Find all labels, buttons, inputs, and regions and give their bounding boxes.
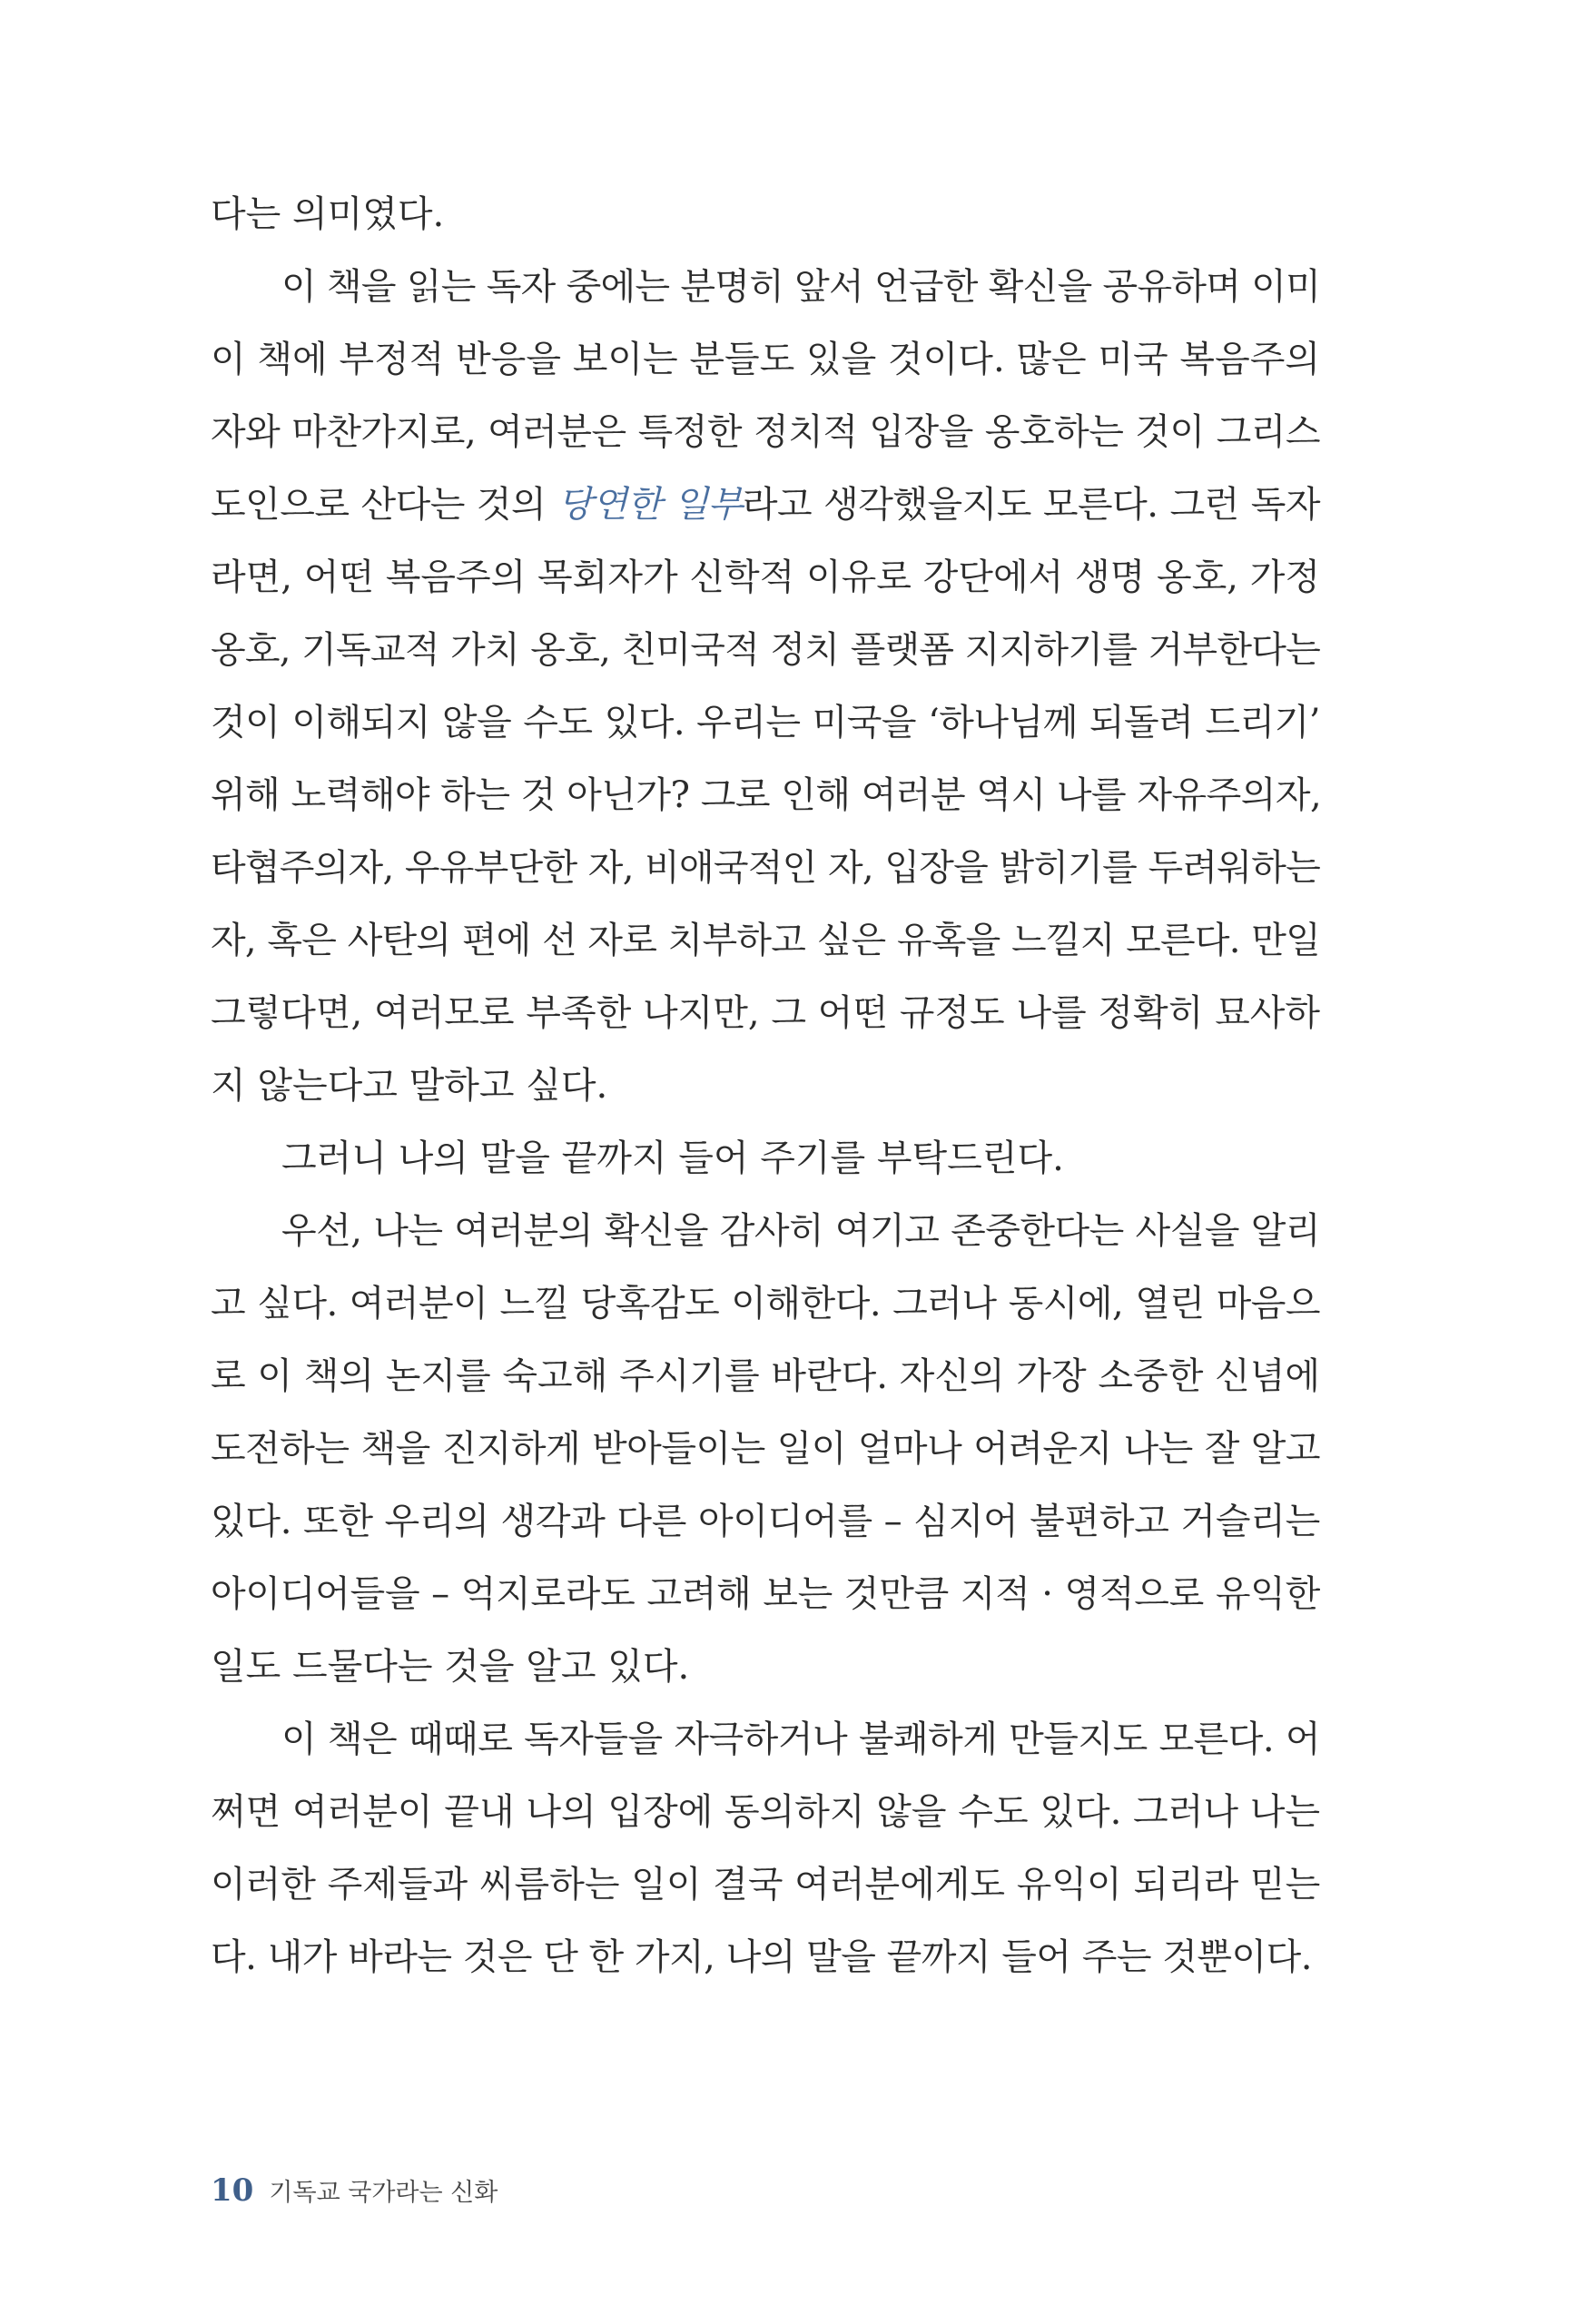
text-line: 쩌면 여러분이 끝내 나의 입장에 동의하지 않을 수도 있다. 그러나 나는 xyxy=(211,1791,1320,1833)
text-line: 도전하는 책을 진지하게 받아들이는 일이 얼마나 어려운지 나는 잘 알고 xyxy=(211,1428,1320,1470)
text-line: 일도 드물다는 것을 알고 있다. xyxy=(211,1646,690,1688)
text-segment: 도인으로 산다는 것의 xyxy=(211,484,558,526)
text-line: 타협주의자, 우유부단한 자, 비애국적인 자, 입장을 밝히기를 두려워하는 xyxy=(211,847,1320,889)
page-number: 10 xyxy=(211,2172,254,2209)
text-line: 지 않는다고 말하고 싶다. xyxy=(211,1065,608,1107)
body-text xyxy=(211,178,1320,1994)
text-line xyxy=(211,468,1320,541)
text-line: 옹호, 기독교적 가치 옹호, 친미국적 정치 플랫폼 지지하기를 거부한다는 xyxy=(211,629,1320,671)
text-line: 로 이 책의 논지를 숙고해 주시기를 바란다. 자신의 가장 소중한 신념에 xyxy=(211,1355,1320,1397)
text-line: 이러한 주제들과 씨름하는 일이 결국 여러분에게도 유익이 되리라 믿는 xyxy=(211,1864,1321,1905)
page-footer xyxy=(211,2168,498,2213)
emphasized-phrase: 당연한 일부 xyxy=(557,484,743,526)
text-line: 것이 이해되지 않을 수도 있다. 우리는 미국을 ‘하나님께 되돌려 드리기’ xyxy=(211,702,1320,743)
text-line: 자와 마찬가지로, 여러분은 특정한 정치적 입장을 옹호하는 것이 그리스 xyxy=(211,411,1320,453)
text-line: 다. 내가 바라는 것은 단 한 가지, 나의 말을 끝까지 들어 주는 것뿐이다. xyxy=(211,1936,1313,1978)
text-line: 라면, 어떤 복음주의 목회자가 신학적 이유로 강단에서 생명 옹호, 가정 xyxy=(211,556,1320,598)
text-line: 자, 혹은 사탄의 편에 선 자로 치부하고 싶은 유혹을 느낄지 모른다. 만일 xyxy=(211,920,1320,961)
text-line: 그렇다면, 여러모로 부족한 나지만, 그 어떤 규정도 나를 정확히 묘사하 xyxy=(211,992,1320,1034)
text-line: 아이디어들을 – 억지로라도 고려해 보는 것만큼 지적 · 영적으로 유익한 xyxy=(211,1573,1320,1615)
text-line: 이 책은 때때로 독자들을 자극하거나 불쾌하게 만들지도 모른다. 어 xyxy=(281,1718,1320,1760)
text-line: 이 책을 읽는 독자 중에는 분명히 앞서 언급한 확신을 공유하며 이미 xyxy=(281,266,1320,308)
running-title: 기독교 국가라는 신화 xyxy=(269,2179,498,2207)
text-line: 다는 의미였다. xyxy=(211,193,445,235)
text-line: 있다. 또한 우리의 생각과 다른 아이디어를 – 심지어 불편하고 거슬리는 xyxy=(211,1501,1320,1542)
text-line: 그러니 나의 말을 끝까지 들어 주기를 부탁드린다. xyxy=(281,1137,1064,1179)
text-line: 고 싶다. 여러분이 느낄 당혹감도 이해한다. 그러나 동시에, 열린 마음으 xyxy=(211,1283,1320,1324)
text-line: 위해 노력해야 하는 것 아닌가? 그로 인해 여러분 역시 나를 자유주의자, xyxy=(211,774,1322,816)
text-line: 우선, 나는 여러분의 확신을 감사히 여기고 존중한다는 사실을 알리 xyxy=(281,1210,1320,1252)
text-line: 이 책에 부정적 반응을 보이는 분들도 있을 것이다. 많은 미국 복음주의 xyxy=(211,339,1320,380)
text-segment: 라고 생각했을지도 모른다. 그런 독자 xyxy=(742,484,1320,526)
